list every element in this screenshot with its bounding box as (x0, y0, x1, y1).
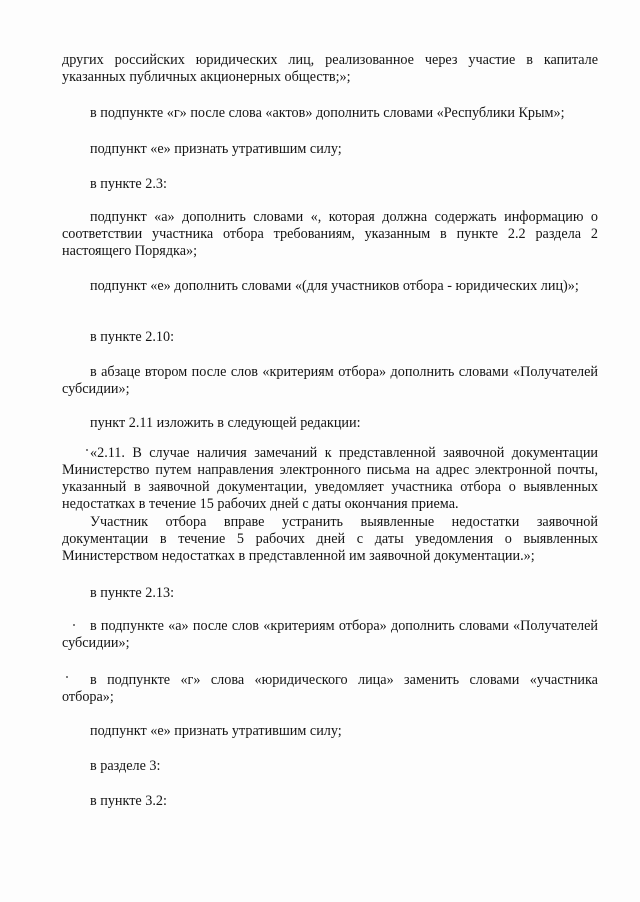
paragraph-13: в подпункте «а» после слов «критериям отбора» дополнить словами «Получателей субсидии»; (62, 618, 598, 651)
paragraph-10: «2.11. В случае наличия замечаний к представленной заявочной документации Министерство путем направления электронного письма на адрес электронной почты, указанный в заявочной документации, уведомляет участника отбора о выявленных недостатках в течение 15 рабочих дней с даты окончания приема. (62, 445, 598, 512)
scan-speck (86, 449, 88, 451)
paragraph-7: в пункте 2.10: (90, 329, 175, 345)
paragraph-2: в подпункте «г» после слова «актов» дополнить словами «Республики Крым»; (90, 105, 565, 121)
paragraph-15: подпункт «е» признать утратившим силу; (90, 723, 342, 739)
paragraph-14: в подпункте «г» слова «юридического лица» заменить словами «участника отбора»; (62, 672, 598, 705)
scan-speck (66, 676, 68, 678)
paragraph-17: в пункте 3.2: (90, 793, 167, 809)
scan-speck (73, 624, 75, 626)
paragraph-6: подпункт «е» дополнить словами «(для участников отбора - юридических лиц)»; (90, 278, 579, 294)
paragraph-4: в пункте 2.3: (90, 176, 167, 192)
paragraph-9: пункт 2.11 изложить в следующей редакции: (90, 415, 361, 431)
paragraph-12: в пункте 2.13: (90, 585, 175, 601)
paragraph-3: подпункт «е» признать утратившим силу; (90, 141, 342, 157)
paragraph-1: других российских юридических лиц, реализованное через участие в капитале указанных публичных акционерных обществ;»; (62, 52, 598, 85)
paragraph-5: подпункт «а» дополнить словами «, которая должна содержать информацию о соответствии участника отбора требованиям, указанным в пункте 2.2 раздела 2 настоящего Порядка»; (62, 209, 598, 259)
paragraph-16: в разделе 3: (90, 758, 161, 774)
paragraph-11: Участник отбора вправе устранить выявленные недостатки заявочной документации в течение 5 рабочих дней с даты уведомления о выявленных Министерством недостатках в представленной им заявочной документации.»; (62, 514, 598, 564)
paragraph-8: в абзаце втором после слов «критериям отбора» дополнить словами «Получателей субсидии»; (62, 364, 598, 397)
